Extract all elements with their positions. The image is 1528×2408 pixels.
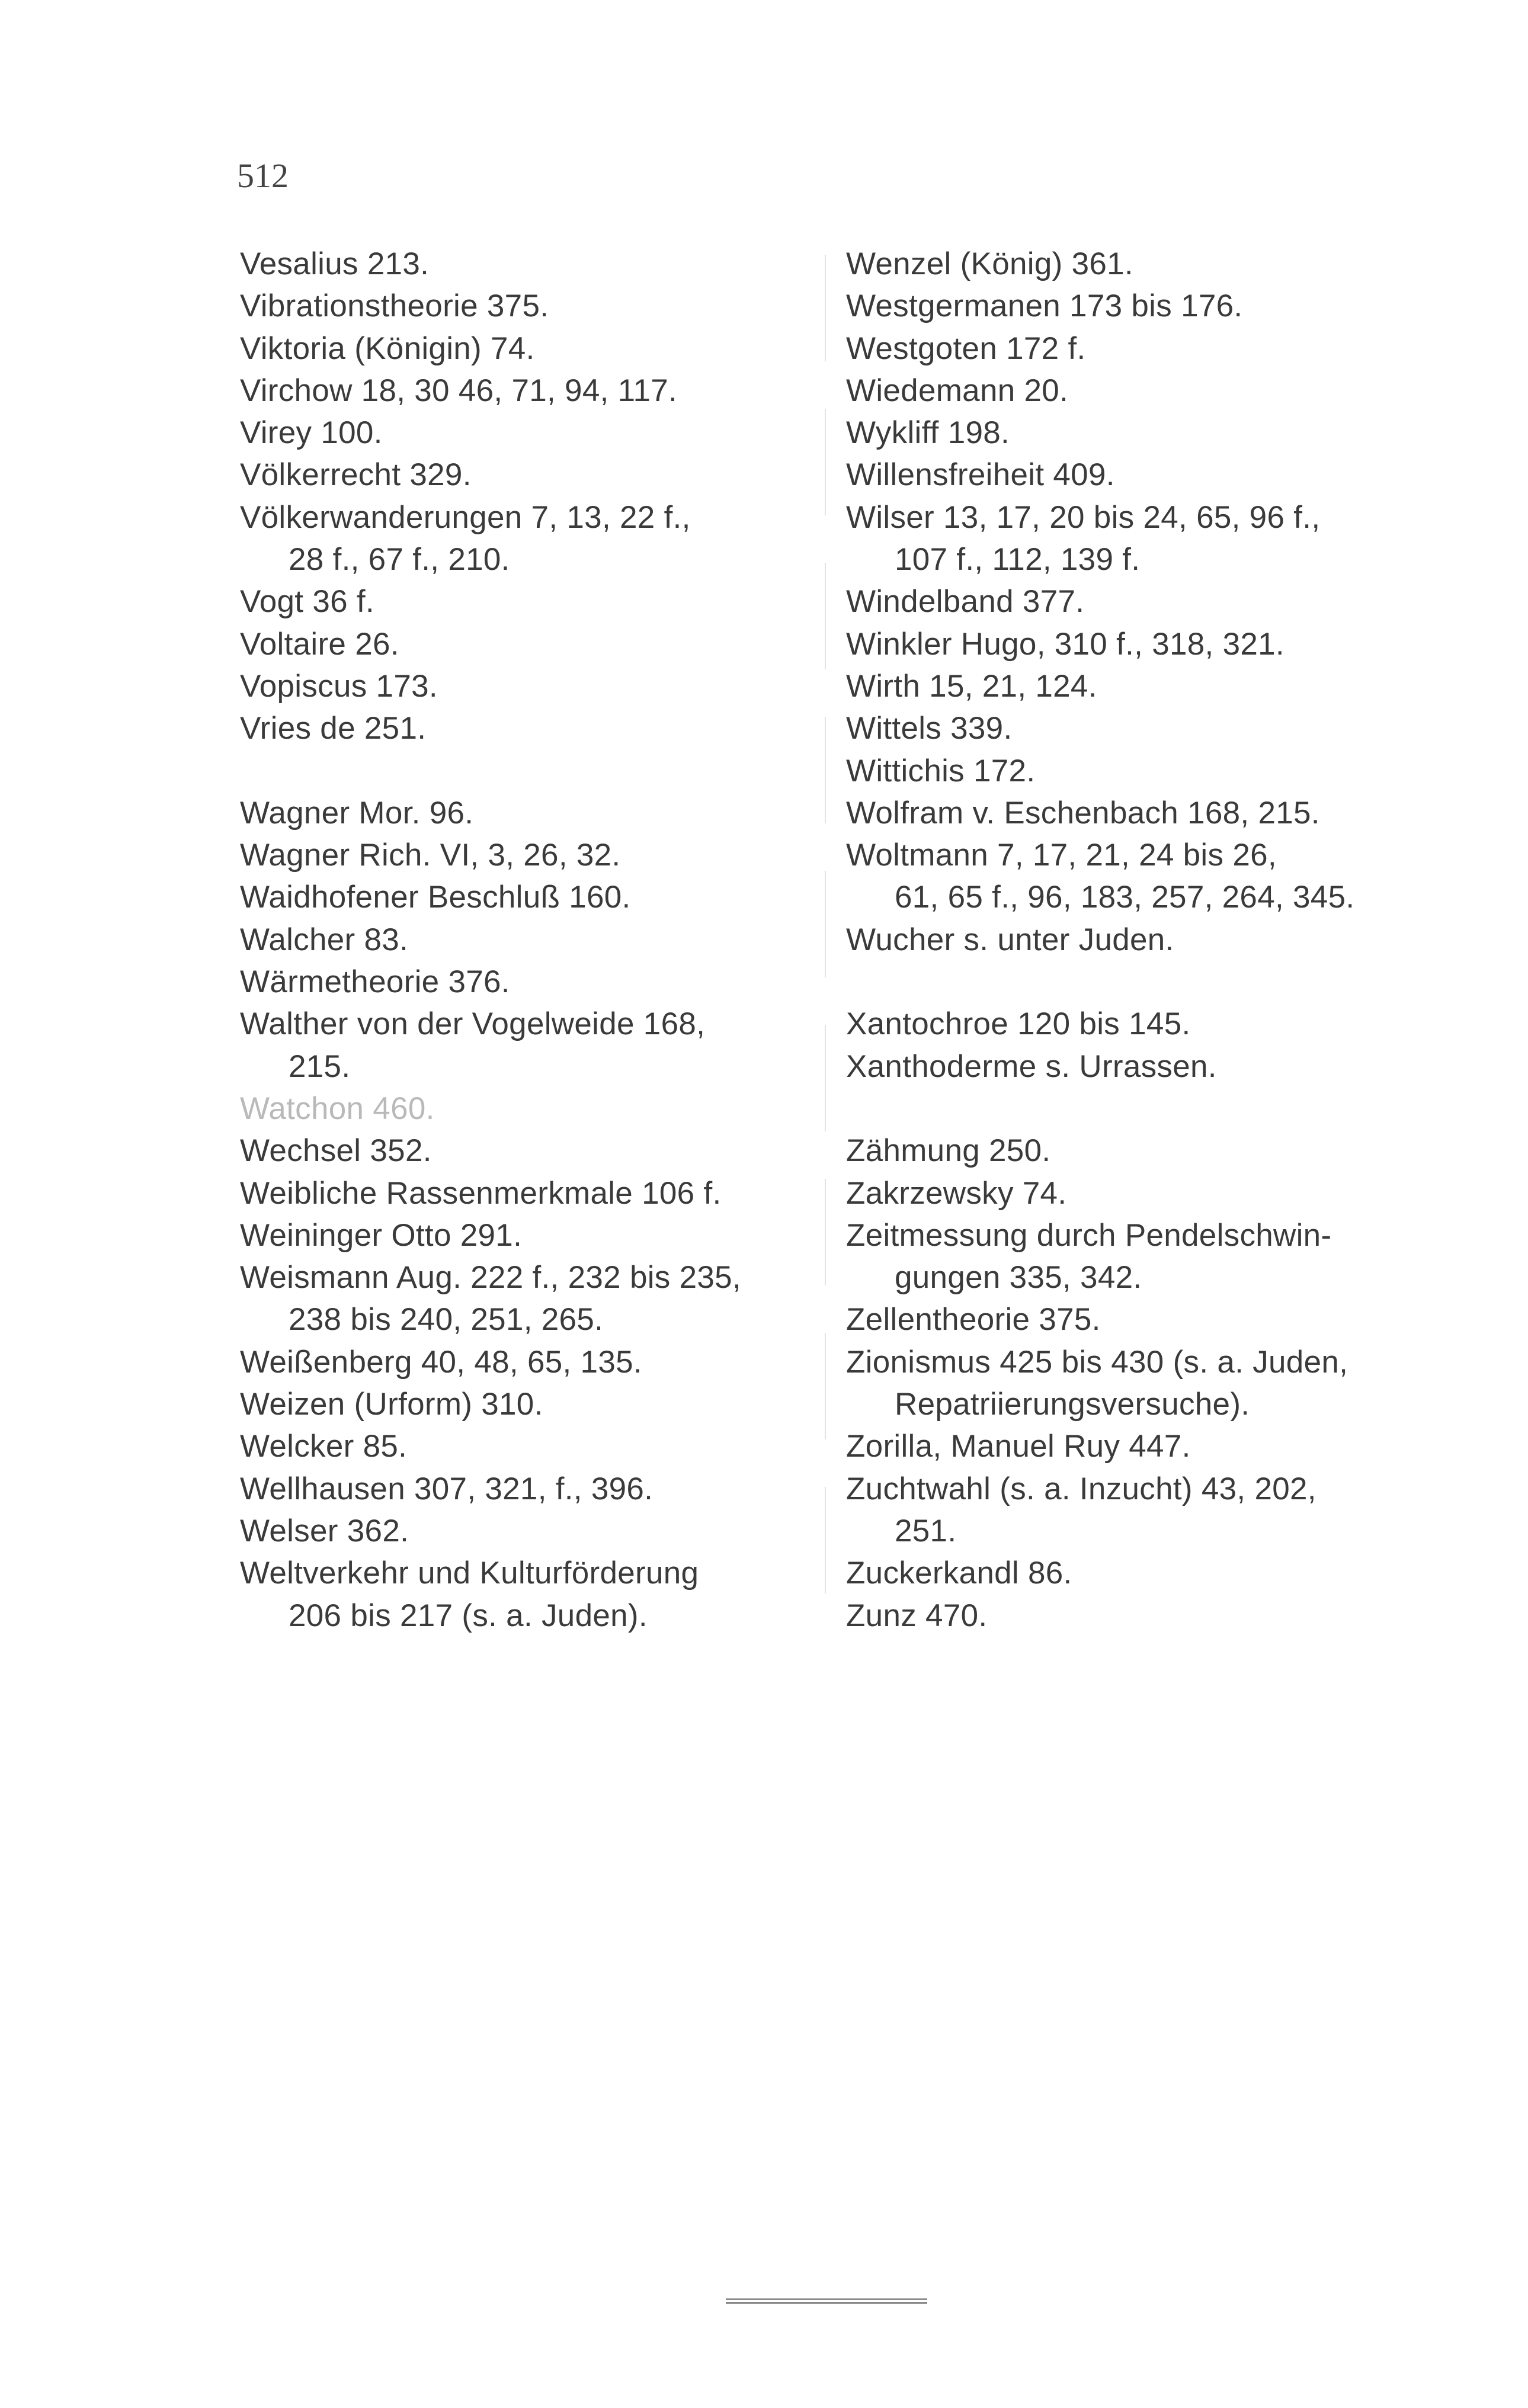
index-entry [846, 707, 1415, 749]
index-entry-line: Zorilla, Manuel Ruy 447. [846, 1429, 1191, 1464]
index-entry-line: Völkerrecht 329. [240, 457, 472, 493]
index-entry-line: Wärmetheorie 376. [240, 964, 510, 1000]
index-entry-line: Zuckerkandl 86. [846, 1556, 1072, 1591]
index-entry-line: Waidhofener Beschluß 160. [240, 880, 631, 915]
index-entry-line: Woltmann 7, 17, 21, 24 bis 26, [846, 838, 1277, 873]
index-entry [240, 961, 809, 1003]
index-entry-line: Walther von der Vogelweide 168, [240, 1006, 706, 1042]
index-entry [240, 1088, 809, 1130]
index-column-right [846, 243, 1415, 1637]
index-entry-line: Wilser 13, 17, 20 bis 24, 65, 96 f., [846, 499, 1321, 535]
index-entry-line: Wirth 15, 21, 124. [846, 668, 1097, 704]
index-entry-continuation: 251. [895, 1513, 957, 1548]
index-entry-continuation: 215. [289, 1049, 351, 1084]
index-entry [846, 454, 1415, 496]
index-entry-line: Vries de 251. [240, 711, 427, 746]
index-entry-line: Wittichis 172. [846, 753, 1036, 788]
index-entry [846, 1214, 1415, 1299]
index-entry-line: Wenzel (König) 361. [846, 246, 1133, 281]
index-entry [846, 1172, 1415, 1214]
index-entry [846, 1046, 1415, 1088]
index-entry [846, 243, 1415, 285]
index-entry [240, 1172, 809, 1214]
index-entry-line: Wechsel 352. [240, 1133, 432, 1169]
index-entry-line: Wellhausen 307, 321, f., 396. [240, 1471, 654, 1506]
index-entry [240, 707, 809, 749]
index-entry [240, 876, 809, 918]
index-entry-continuation: 61, 65 f., 96, 183, 257, 264, 345. [895, 880, 1355, 915]
index-entry-line: Westgermanen 173 bis 176. [846, 288, 1243, 324]
index-entry-continuation: gungen 335, 342. [895, 1260, 1142, 1296]
end-rule [726, 2298, 927, 2308]
index-entry-line: Vogt 36 f. [240, 584, 374, 620]
index-entry-line: Vibrationstheorie 375. [240, 288, 549, 324]
index-entry [846, 1341, 1415, 1426]
index-entry-line: Vopiscus 173. [240, 668, 438, 704]
index-entry [846, 285, 1415, 327]
index-entry-continuation: 206 bis 217 (s. a. Juden). [289, 1598, 648, 1633]
section-gap [846, 961, 1415, 1003]
index-entry-line: Windelband 377. [846, 584, 1085, 620]
index-entry-line: Wolfram v. Eschenbach 168, 215. [846, 795, 1320, 831]
index-entry-line: Wagner Mor. 96. [240, 795, 474, 831]
index-entry [846, 1130, 1415, 1172]
index-entry [240, 1468, 809, 1510]
index-entry [846, 328, 1415, 370]
index-entry-line: Wittels 339. [846, 711, 1013, 746]
index-entry [846, 792, 1415, 834]
index-entry-continuation: 238 bis 240, 251, 265. [289, 1302, 604, 1338]
index-entry [240, 792, 809, 834]
index-entry-line: Völkerwanderungen 7, 13, 22 f., [240, 499, 691, 535]
index-entry-line: Weizen (Urform) 310. [240, 1387, 543, 1422]
index-entry-line: Zähmung 250. [846, 1133, 1051, 1169]
index-entry [846, 750, 1415, 792]
index-entry-line: Zakrzewsky 74. [846, 1175, 1067, 1211]
index-entry-line: Zionismus 425 bis 430 (s. a. Juden, [846, 1344, 1348, 1380]
index-entry [240, 328, 809, 370]
index-entry [846, 496, 1415, 581]
column-divider [825, 255, 826, 1635]
index-entry-line: Walcher 83. [240, 922, 409, 957]
index-entry [240, 370, 809, 412]
index-entry [240, 412, 809, 454]
index-entry [846, 1003, 1415, 1045]
index-entry [240, 1552, 809, 1637]
index-entry [240, 1130, 809, 1172]
index-entry-line: Zunz 470. [846, 1598, 988, 1633]
index-entry [846, 412, 1415, 454]
index-entry [240, 496, 809, 581]
index-entry [846, 370, 1415, 412]
index-entry [846, 834, 1415, 919]
index-entry-continuation: 28 f., 67 f., 210. [289, 542, 510, 578]
index-entry [846, 919, 1415, 961]
index-entry [240, 1425, 809, 1467]
index-entry-continuation: 107 f., 112, 139 f. [895, 542, 1141, 578]
index-entry-line: Wiedemann 20. [846, 373, 1069, 408]
index-entry [240, 1341, 809, 1383]
index-entry-line: Voltaire 26. [240, 626, 399, 662]
index-entry [846, 665, 1415, 707]
index-entry-line: Weißenberg 40, 48, 65, 135. [240, 1344, 642, 1380]
index-entry-line: Weismann Aug. 222 f., 232 bis 235, [240, 1260, 741, 1296]
index-entry-line: Zellentheorie 375. [846, 1302, 1101, 1338]
index-entry [240, 665, 809, 707]
index-entry-line: Watchon 460. [240, 1091, 435, 1126]
section-gap [846, 1088, 1415, 1130]
index-entry-line: Wagner Rich. VI, 3, 26, 32. [240, 838, 621, 873]
index-entry [846, 1595, 1415, 1637]
index-entry-line: Weibliche Rassenmerkmale 106 f. [240, 1175, 722, 1211]
index-entry-line: Zeitmessung durch Pendelschwin- [846, 1217, 1332, 1253]
index-entry [240, 623, 809, 665]
index-entry-line: Viktoria (Königin) 74. [240, 331, 535, 366]
index-entry [240, 1256, 809, 1341]
index-entry-line: Xanthoderme s. Urrassen. [846, 1049, 1217, 1084]
index-entry [240, 1510, 809, 1552]
index-entry-line: Willensfreiheit 409. [846, 457, 1115, 493]
index-entry-line: Welcker 85. [240, 1429, 408, 1464]
index-entry [846, 581, 1415, 623]
index-entry-line: Xantochroe 120 bis 145. [846, 1006, 1191, 1042]
section-gap [240, 750, 809, 792]
index-entry-line: Virchow 18, 30 46, 71, 94, 117. [240, 373, 678, 408]
index-entry [240, 581, 809, 623]
index-entry-continuation: Repatriierungsversuche). [895, 1387, 1250, 1422]
index-entry [240, 285, 809, 327]
index-entry [240, 243, 809, 285]
index-entry [240, 1383, 809, 1425]
index-entry [846, 623, 1415, 665]
index-entry-line: Welser 362. [240, 1513, 409, 1548]
index-entry-line: Vesalius 213. [240, 246, 430, 281]
index-entry [846, 1298, 1415, 1341]
index-entry [846, 1425, 1415, 1467]
index-entry-line: Weltverkehr und Kulturförderung [240, 1556, 699, 1591]
index-entry [240, 1003, 809, 1088]
index-column-left [240, 243, 809, 1637]
index-entry-line: Zuchtwahl (s. a. Inzucht) 43, 202, [846, 1471, 1316, 1506]
page-number: 512 [237, 156, 289, 195]
index-entry [846, 1468, 1415, 1553]
index-entry-line: Winkler Hugo, 310 f., 318, 321. [846, 626, 1284, 662]
index-entry [240, 1214, 809, 1256]
index-entry-line: Westgoten 172 f. [846, 331, 1086, 366]
index-entry-line: Wykliff 198. [846, 415, 1010, 451]
index-entry [846, 1552, 1415, 1594]
index-entry [240, 454, 809, 496]
index-entry-line: Weininger Otto 291. [240, 1217, 523, 1253]
index-entry [240, 834, 809, 876]
index-entry-line: Virey 100. [240, 415, 383, 451]
index-entry-line: Wucher s. unter Juden. [846, 922, 1174, 957]
index-entry [240, 919, 809, 961]
